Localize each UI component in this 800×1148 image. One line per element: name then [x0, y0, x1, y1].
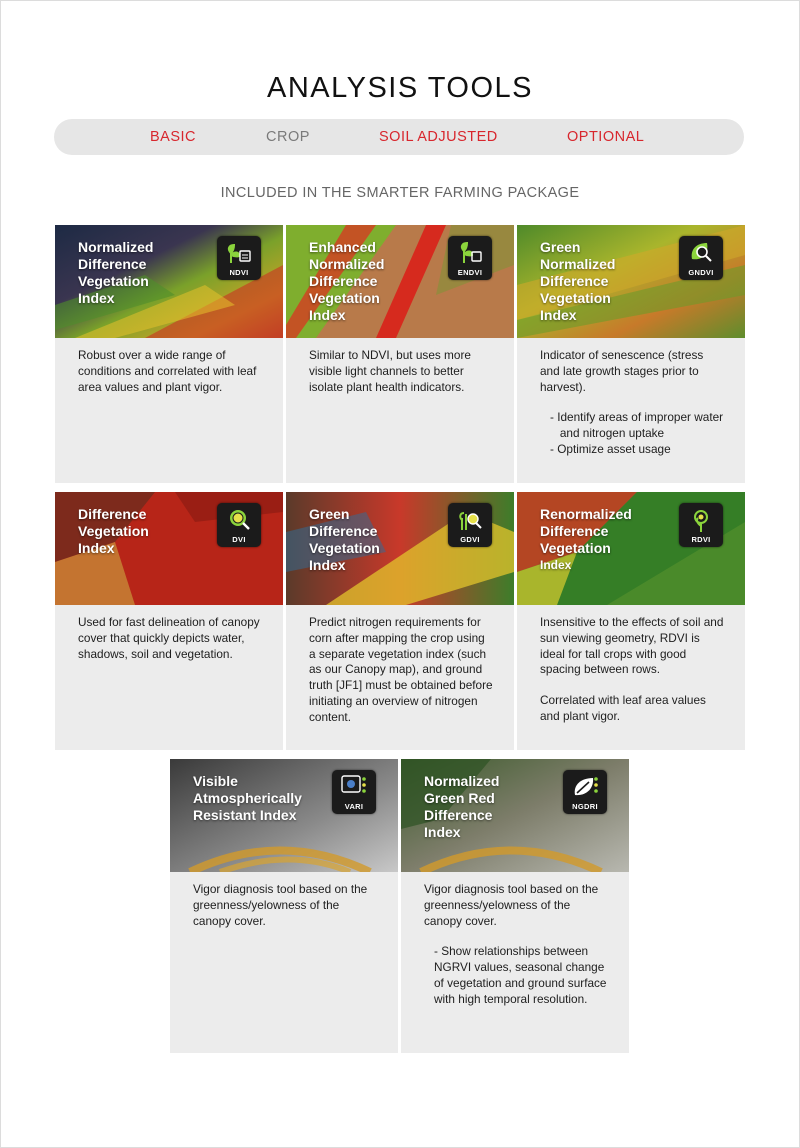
tab-optional[interactable]: OPTIONAL — [567, 129, 645, 145]
dvi-icon: DVI — [217, 503, 261, 547]
card-description: Similar to NDVI, but uses more visible light channels to better isolate plant health indicators. — [286, 338, 514, 483]
card-description: Used for fast delineation of canopy cover that quickly depicts water, shadows, soil and vegetation. — [55, 605, 283, 750]
gndvi-icon: GNDVI — [679, 236, 723, 280]
card-image-header — [517, 225, 745, 338]
tab-soil-adjusted[interactable]: SOIL ADJUSTED — [379, 129, 498, 145]
card-image-header — [286, 225, 514, 338]
index-card-gdvi[interactable] — [286, 492, 514, 750]
card-title: Renormalized Difference Vegetation Index — [540, 506, 632, 572]
card-description: Vigor diagnosis tool based on the greenness/yelowness of the canopy cover. — [170, 872, 398, 1053]
ngdri-icon: NGDRI — [563, 770, 607, 814]
card-title: Normalized Difference Vegetation Index — [78, 239, 154, 306]
card-description: Insensitive to the effects of soil and sun viewing geometry, RDVI is ideal for tall crops with good spacing between rows. Correlated with leaf area values and plant vigor. — [517, 605, 745, 750]
card-image-header — [170, 759, 398, 872]
card-image-header — [55, 492, 283, 605]
index-card-dvi[interactable] — [55, 492, 283, 750]
rdvi-icon: RDVI — [679, 503, 723, 547]
index-card-vari[interactable] — [170, 759, 398, 1053]
card-description: Predict nitrogen requirements for corn after mapping the crop using a separate vegetation index (such as our Canopy map), and ground truth [JF1] must be obtained before initiating an overview of nitrogen content. — [286, 605, 514, 750]
gdvi-icon: GDVI — [448, 503, 492, 547]
card-description: Robust over a wide range of conditions and correlated with leaf area values and plant vigor. — [55, 338, 283, 483]
card-image-header — [517, 492, 745, 605]
index-card-rdvi[interactable] — [517, 492, 745, 750]
card-description: Vigor diagnosis tool based on the greenness/yelowness of the canopy cover. - Show relationships between NGRVI values, seasonal change of vegetation and ground surface with high temporal resolution. — [401, 872, 629, 1053]
vari-icon: VARI — [332, 770, 376, 814]
card-image-header — [401, 759, 629, 872]
tab-crop[interactable]: CROP — [266, 129, 310, 145]
card-image-header — [55, 225, 283, 338]
category-tab-bar — [54, 119, 744, 155]
tab-basic[interactable]: BASIC — [150, 129, 197, 145]
index-card-ndvi[interactable] — [55, 225, 283, 483]
package-subtitle: INCLUDED IN THE SMARTER FARMING PACKAGE — [220, 185, 580, 201]
card-description: Indicator of senescence (stress and late growth stages prior to harvest). - Identify areas of improper water and nitrogen uptake - Optimize asset usage — [517, 338, 745, 483]
card-title: Green Difference Vegetation Index — [309, 506, 380, 573]
page-title: ANALYSIS TOOLS — [267, 72, 533, 104]
card-title: Visible Atmospherically Resistant Index — [193, 773, 302, 823]
card-title: Normalized Green Red Difference Index — [424, 773, 500, 840]
card-title: Enhanced Normalized Difference Vegetation Index — [309, 239, 385, 323]
index-card-endvi[interactable] — [286, 225, 514, 483]
ndvi-icon: NDVI — [217, 236, 261, 280]
index-card-gndvi[interactable] — [517, 225, 745, 483]
index-card-ngdri[interactable] — [401, 759, 629, 1053]
card-title: Green Normalized Difference Vegetation Index — [540, 239, 616, 323]
card-title: Difference Vegetation Index — [78, 506, 149, 556]
card-image-header — [286, 492, 514, 605]
endvi-icon: ENDVI — [448, 236, 492, 280]
